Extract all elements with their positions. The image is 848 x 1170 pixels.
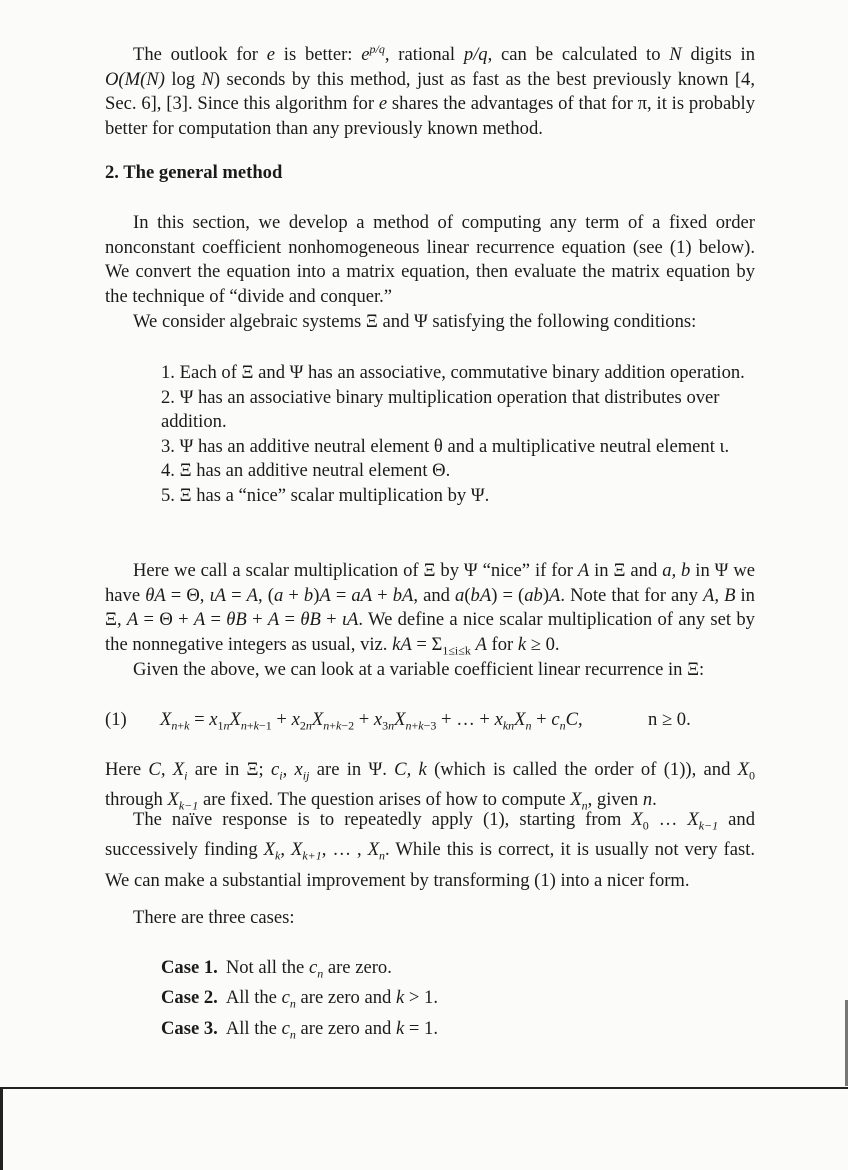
t: in Ξ, — [105, 584, 755, 631]
v: A — [475, 633, 487, 655]
t: Not all the — [225, 957, 309, 978]
sub: 0 — [749, 768, 756, 783]
v: k — [396, 1017, 405, 1039]
t: . — [652, 789, 657, 811]
v: bA — [470, 584, 492, 606]
sub: n — [379, 849, 386, 864]
v: θB — [226, 609, 247, 631]
sub: 1≤i≤k — [442, 643, 471, 658]
text: , rational — [384, 44, 464, 66]
t: in Ψ we have — [105, 560, 755, 606]
math-var: N — [201, 68, 214, 90]
v: C, X — [148, 759, 185, 780]
sub: i — [279, 768, 283, 783]
v: ιA — [341, 609, 359, 631]
case-label: Case 1. — [161, 957, 218, 978]
t: = — [226, 584, 247, 606]
t: + — [246, 609, 268, 631]
v: A — [193, 609, 206, 631]
t: for — [486, 633, 518, 655]
t: = Θ, — [165, 584, 210, 606]
t: ) — [313, 584, 320, 606]
text: is better: — [275, 44, 362, 66]
text: The outlook for — [133, 44, 267, 66]
t: > 1. — [404, 987, 438, 1009]
sub: n — [317, 966, 324, 981]
v: kA — [392, 633, 412, 655]
condition-item: 4. Ξ has an additive neutral element Θ. — [161, 460, 451, 482]
text: log — [164, 68, 202, 90]
sub: i — [184, 768, 188, 783]
t: , — [280, 839, 291, 861]
sub: k−1 — [698, 818, 719, 833]
v: A — [126, 609, 139, 631]
t: Here — [105, 759, 149, 780]
t: = Θ + — [138, 609, 194, 631]
sub: k−1 — [178, 799, 199, 814]
t: , — [282, 759, 295, 780]
v: c — [308, 957, 318, 978]
intro-paragraph — [105, 37, 755, 142]
scan-edge-bottom — [0, 1087, 848, 1089]
text: , can be calculated to — [487, 44, 670, 66]
t: are fixed. The question arises of how to compute — [198, 789, 571, 811]
t: ( — [464, 584, 471, 606]
paragraph-1: In this section, we develop a method of computing any term of a fixed order nonconstant coefficient nonhomogeneous linear recurrence equation (see (1) below). We convert the equation into a matrix equation, then evaluate the matrix equation by the technique of “divide and conquer.” — [105, 212, 755, 307]
t: are zero and — [295, 987, 396, 1009]
v: X — [631, 809, 643, 830]
v: X — [367, 839, 380, 861]
v: θB — [300, 609, 321, 631]
v: A — [267, 609, 280, 631]
t: ) — [542, 584, 550, 606]
condition-item — [161, 435, 761, 460]
sub: ij — [302, 768, 310, 783]
t: … — [648, 809, 688, 830]
t: + — [320, 609, 342, 631]
v: A — [577, 560, 590, 581]
case-label: Case 3. — [161, 1017, 218, 1039]
v: X — [570, 789, 582, 811]
text: digits in — [681, 44, 756, 66]
t: . Note that for any — [560, 584, 703, 606]
t: are zero. — [323, 957, 392, 978]
v: X — [737, 759, 750, 780]
t: through — [105, 789, 168, 811]
math-var: e — [266, 44, 275, 66]
t: are in Ξ; — [187, 759, 271, 780]
t: + — [283, 584, 304, 606]
t: , … , — [321, 839, 368, 861]
v: aA — [351, 584, 373, 606]
v: b — [303, 584, 314, 606]
t: , given — [587, 789, 643, 811]
t: . While this is correct, it is usually not very fast. We can make a substantial improvement by transforming (1) into a nicer form. — [105, 839, 756, 891]
condition-text: 3. Ψ has an additive neutral element θ and a multiplicative neutral element ι. — [161, 435, 730, 457]
cases-list — [161, 956, 761, 1047]
v: A — [319, 584, 331, 606]
v: ab — [524, 584, 543, 606]
v: θA — [145, 584, 166, 606]
v: A, B — [702, 584, 736, 606]
t: + — [372, 584, 393, 606]
case-item — [161, 986, 761, 1016]
v: X — [263, 839, 276, 861]
sub: k — [275, 849, 281, 864]
text: shares the advantages of that for π, it is probably better for computation than any previously known method. — [105, 93, 755, 139]
section-heading: 2. The general method — [105, 162, 283, 183]
paragraph-4: Given the above, we can look at a variable coefficient linear recurrence in Ξ: — [133, 659, 705, 680]
t: = Σ — [411, 633, 443, 655]
math-var: e — [361, 44, 370, 66]
v: a — [273, 584, 284, 606]
paragraph-6 — [105, 808, 755, 893]
t: ) = ( — [491, 584, 525, 606]
sub: n — [581, 799, 588, 814]
t: The naïve response is to repeatedly apply (1), starting from — [133, 809, 632, 830]
equation-condition: n ≥ 0. — [648, 709, 691, 730]
paragraph-3 — [105, 559, 755, 663]
v: c — [281, 987, 290, 1009]
case-label: Case 2. — [161, 987, 218, 1009]
condition-item: 1. Each of Ξ and Ψ has an associative, commutative binary addition operation. — [161, 362, 745, 383]
math-var: N — [669, 44, 682, 66]
v: x — [294, 759, 303, 780]
t: are in Ψ. — [309, 759, 395, 780]
math-exponent: p/q — [369, 42, 385, 56]
v: ιA — [209, 584, 227, 606]
condition-item: 5. Ξ has a “nice” scalar multiplication by Ψ. — [161, 484, 490, 506]
sub: n — [289, 1027, 296, 1042]
t: = 1. — [404, 1017, 438, 1039]
t: and successively finding — [105, 809, 756, 861]
t: = — [205, 609, 227, 631]
equation-number: (1) — [105, 709, 127, 730]
v: a, b — [662, 560, 691, 581]
t: (which is called the order of (1)), and — [426, 759, 738, 780]
sub: 0 — [642, 818, 649, 833]
t: = — [330, 584, 352, 606]
equation-body: $X_{n+k} = x_{1n}X_{n+k-1} + x_{2n}X_{n+k-2} + x_{3n}X_{n+k-3}$ + … + $x_{kn}X_n + c_nC$, — [160, 709, 583, 733]
v: c — [270, 759, 280, 780]
v: bA — [392, 584, 414, 606]
sub: k+1 — [302, 849, 322, 864]
case-item — [161, 956, 761, 986]
t: = — [279, 609, 301, 631]
v: k — [396, 987, 405, 1009]
v: A — [246, 584, 259, 606]
v: C, k — [394, 759, 427, 780]
sub: n — [289, 997, 296, 1012]
t: , ( — [258, 584, 274, 606]
paragraph-7: There are three cases: — [133, 907, 295, 928]
v: a — [455, 584, 465, 606]
text: ) seconds by this method, just as fast as the best previously known [4, Sec. 6], [3]. Since this algorithm for — [105, 68, 755, 115]
math-var: O(M(N) — [105, 68, 165, 90]
v: A — [549, 584, 561, 606]
t: in Ξ and — [589, 560, 663, 581]
v: n — [642, 789, 653, 811]
t: , and — [413, 584, 456, 606]
scan-edge-left — [0, 1089, 3, 1170]
math-var: e — [378, 93, 388, 115]
math-var: p/q — [463, 44, 488, 66]
t: ≥ 0. — [526, 633, 560, 655]
t: Here we call a scalar multiplication of Ξ by Ψ “nice” if for — [133, 560, 578, 581]
t: All the — [225, 1017, 282, 1039]
v: X — [167, 789, 179, 811]
t: All the — [225, 987, 282, 1009]
t: are zero and — [295, 1017, 396, 1039]
v: X — [687, 809, 699, 830]
v: c — [281, 1017, 290, 1039]
paragraph-2: We consider algebraic systems Ξ and Ψ satisfying the following conditions: — [133, 311, 697, 332]
case-item — [161, 1017, 761, 1047]
v: X — [291, 839, 303, 861]
v: k — [517, 633, 527, 655]
condition-item: 2. Ψ has an associative binary multiplication operation that distributes over addition. — [161, 386, 720, 433]
t: . We define a nice scalar multiplication of any set by the nonnegative integers as usual, viz. — [105, 609, 755, 655]
conditions-list — [161, 361, 761, 509]
